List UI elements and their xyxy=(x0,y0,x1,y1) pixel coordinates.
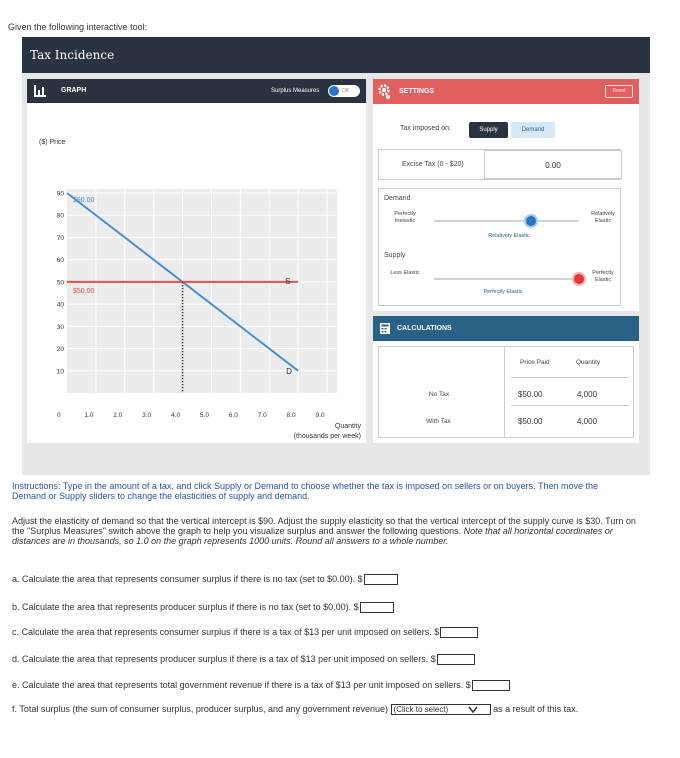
tool-title: Tax Incidence xyxy=(22,37,650,73)
elasticity-box xyxy=(378,188,621,306)
y-tick-label: 80 xyxy=(56,212,64,220)
x-tick-label: 1.0 xyxy=(84,412,94,419)
col-quantity: Quantity xyxy=(576,359,601,366)
supply-slider-track[interactable] xyxy=(434,278,579,280)
chevron-down-icon xyxy=(468,706,478,714)
y-tick-label: 60 xyxy=(56,257,64,265)
gear-icon xyxy=(376,82,392,100)
reset-button[interactable]: Reset xyxy=(605,85,633,98)
graph-header xyxy=(27,79,366,103)
col-price-paid: Price Paid xyxy=(520,359,550,366)
demand-section-label: Demand xyxy=(384,195,411,202)
supply-left-label: Less Elastic xyxy=(390,270,420,276)
answer-d-input[interactable] xyxy=(437,654,475,665)
row-no-tax-qty: 4,000 xyxy=(577,390,598,399)
x-tick-label: 8.0 xyxy=(286,412,296,419)
demand-right-label: Relatively Elastic xyxy=(591,211,615,224)
excise-tax-input[interactable]: 0.00 xyxy=(484,150,622,179)
demand-current-label: Relatively Elastic xyxy=(488,233,530,239)
excise-tax-label: Excise Tax (0 - $20) xyxy=(402,161,464,168)
graph-label: GRAPH xyxy=(61,87,87,94)
demand-left-label: Perfectly Inelastic xyxy=(394,211,416,224)
adjust-text: Adjust the elasticity of demand so that the vertical intercept is $90. Adjust the supply elasticity so that the vertical intercept of the supply curve is $30. Turn on the "Surplus Measures" switch above the graph to help you visualize surplus and answer the following questions. xyxy=(12,516,636,536)
question-f-text: f. Total surplus (the sum of consumer surplus, producer surplus, and any government revenue) xyxy=(12,704,389,714)
x-tick-label: 2.0 xyxy=(113,412,123,419)
plot-background xyxy=(67,189,337,393)
supply-right-label: Perfectly Elastic xyxy=(592,270,614,283)
supply-section-label: Supply xyxy=(384,252,406,259)
graph-panel xyxy=(27,79,366,443)
y-tick-label: 70 xyxy=(56,234,64,242)
answer-b-input[interactable] xyxy=(360,602,394,613)
question-f-suffix: as a result of this tax. xyxy=(493,704,579,714)
table-divider xyxy=(504,346,505,438)
question-b xyxy=(12,602,394,613)
toggle-knob xyxy=(329,86,339,96)
y-tick-label: 30 xyxy=(56,323,64,331)
calculator-icon xyxy=(380,323,390,334)
settings-header xyxy=(373,79,639,104)
toggle-state: Off xyxy=(342,88,349,94)
supply-slider-knob[interactable] xyxy=(572,272,586,286)
y-axis-label: ($) Price xyxy=(39,139,66,146)
row-rule xyxy=(511,405,629,406)
supply-current-label: Perfectly Elastic xyxy=(483,289,523,295)
supply-curve-label: S xyxy=(285,276,291,286)
x-origin-label: 0 xyxy=(57,412,61,419)
demand-curve-label: D xyxy=(286,366,292,376)
y-tick-label: 10 xyxy=(56,368,64,376)
demand-slider-track[interactable] xyxy=(434,220,579,222)
answer-c-input[interactable] xyxy=(440,627,478,638)
row-no-tax-price: $50.00 xyxy=(518,390,543,399)
question-a xyxy=(12,574,398,585)
header-rule xyxy=(511,377,629,378)
calculations-table xyxy=(378,346,634,438)
question-f xyxy=(12,704,652,715)
answer-e-input[interactable] xyxy=(472,680,510,691)
calculations-header xyxy=(373,316,639,341)
tax-incidence-tool xyxy=(22,37,650,475)
x-tick-label: 9.0 xyxy=(315,412,325,419)
x-tick-label: 6.0 xyxy=(228,412,238,419)
x-axis-sublabel: (thousands per week) xyxy=(293,433,361,440)
demand-intercept-annotation: $90.00 xyxy=(73,197,95,204)
question-c xyxy=(12,627,478,638)
y-tick-label: 90 xyxy=(56,190,64,198)
x-axis-label: Quantity xyxy=(334,423,361,430)
question-b-text: b. Calculate the area that represents producer surplus if there is no tax (set to $0.00). $ xyxy=(12,602,359,612)
x-tick-label: 4.0 xyxy=(171,412,181,419)
price-quantity-chart xyxy=(27,103,366,443)
question-d xyxy=(12,654,475,665)
question-e xyxy=(12,680,510,691)
tax-imposed-label: Tax imposed on: xyxy=(400,125,451,132)
intro-text: Given the following interactive tool: xyxy=(8,22,148,32)
row-with-tax-qty: 4,000 xyxy=(577,417,598,426)
settings-label: SETTINGS xyxy=(399,88,435,95)
adjust-paragraph xyxy=(12,516,642,546)
y-tick-label: 40 xyxy=(56,301,64,309)
question-e-text: e. Calculate the area that represents total government revenue if there is a tax of $13 per unit imposed on sellers. $ xyxy=(12,680,471,690)
question-f-dropdown[interactable] xyxy=(391,704,491,715)
calculations-label: CALCULATIONS xyxy=(397,325,452,332)
instructions-text: Instructions: Type in the amount of a tax, and click Supply or Demand to choose whether the tax is imposed on sellers or on buyers. Then move the Demand or Supply sliders to change the elasticities of supply and demand. xyxy=(12,481,598,501)
row-with-tax-price: $50.00 xyxy=(518,417,543,426)
calculations-panel xyxy=(373,316,639,443)
excise-tax-box xyxy=(378,149,621,180)
question-d-text: d. Calculate the area that represents producer surplus if there is a tax of $13 per unit imposed on sellers. $ xyxy=(12,654,436,664)
answer-a-input[interactable] xyxy=(364,574,398,585)
y-tick-label: 50 xyxy=(56,279,64,287)
x-tick-label: 7.0 xyxy=(257,412,267,419)
settings-panel xyxy=(373,79,639,311)
y-tick-label: 20 xyxy=(56,346,64,354)
x-tick-label: 5.0 xyxy=(199,412,209,419)
row-with-tax-label: With Tax xyxy=(426,418,451,425)
demand-button[interactable]: Demand xyxy=(511,122,555,138)
demand-slider-knob[interactable] xyxy=(524,214,538,228)
question-a-text: a. Calculate the area that represents consumer surplus if there is no tax (set to $0.00). $ xyxy=(12,574,363,584)
x-tick-label: 3.0 xyxy=(142,412,152,419)
surplus-measures-label: Surplus Measures xyxy=(271,88,320,94)
row-no-tax-label: No Tax xyxy=(429,391,450,398)
question-c-text: c. Calculate the area that represents consumer surplus if there is a tax of $13 per unit imposed on sellers. $ xyxy=(12,627,440,637)
price-annotation: $50.00 xyxy=(73,287,95,295)
adjust-note: Note that all horizontal coordinates or distances are in thousands, so 1.0 on the graph represents 1000 units. Round all answers to a whole number. xyxy=(12,526,613,546)
surplus-measures-toggle[interactable] xyxy=(328,85,360,97)
supply-button[interactable]: Supply xyxy=(469,122,508,138)
bar-chart-icon xyxy=(33,84,47,97)
dropdown-placeholder: (Click to select) xyxy=(393,705,449,715)
